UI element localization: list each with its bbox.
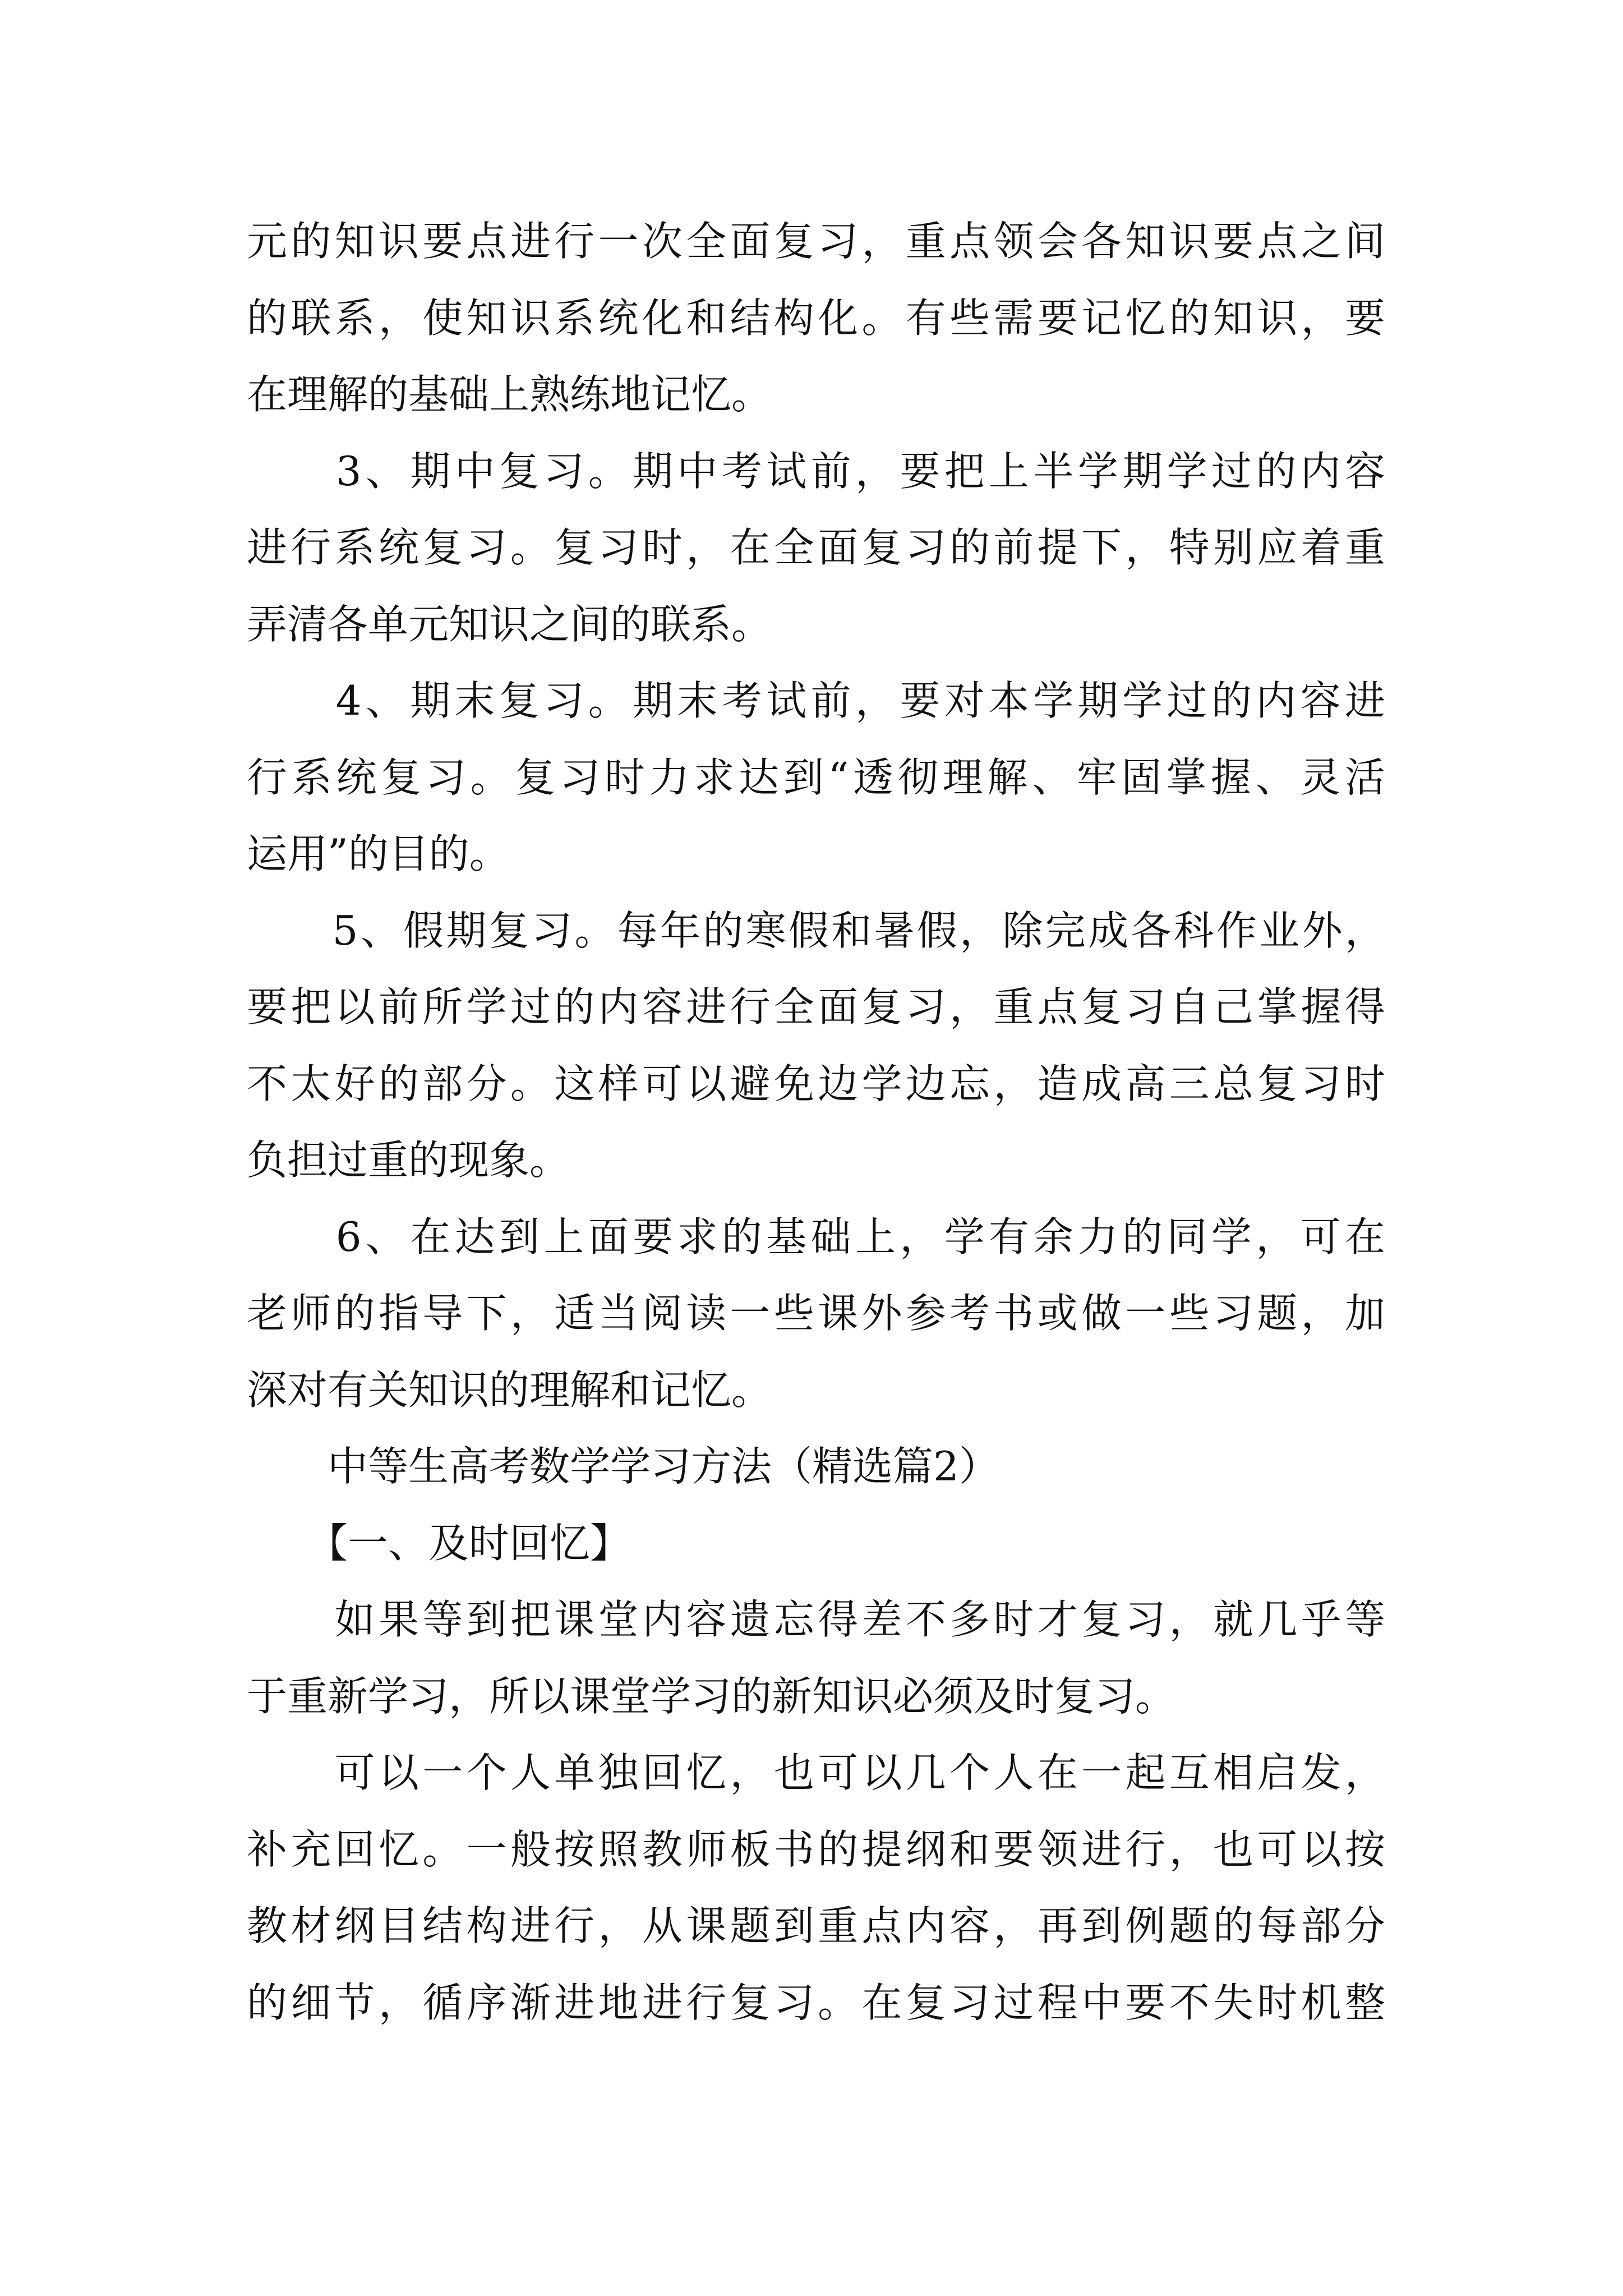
text-line: 弄清各单元知识之间的联系。 bbox=[247, 600, 772, 648]
section-heading: 中等生高考数学学习方法（精选篇2） bbox=[247, 1443, 999, 1490]
text-line: 4、期末复习。期末考试前，要对本学期学过的内容进 bbox=[247, 677, 1385, 724]
text-line: 教材纲目结构进行，从课题到重点内容，再到例题的每部分 bbox=[247, 1902, 1385, 1949]
text-line: 在理解的基础上熟练地记忆。 bbox=[247, 371, 772, 418]
text-line: 元的知识要点进行一次全面复习，重点领会各知识要点之间 bbox=[247, 218, 1385, 265]
text-line: 的细节，循序渐进地进行复习。在复习过程中要不失时机整 bbox=[247, 1978, 1385, 2026]
text-line: 行系统复习。复习时力求达到“透彻理解、牢固掌握、灵活 bbox=[247, 753, 1385, 801]
text-line: 可以一个人单独回忆，也可以几个人在一起互相启发， bbox=[247, 1749, 1385, 1796]
text-line: 进行系统复习。复习时，在全面复习的前提下，特别应着重 bbox=[247, 524, 1385, 571]
text-line: 的联系，使知识系统化和结构化。有些需要记忆的知识，要 bbox=[247, 294, 1385, 342]
body-text bbox=[247, 203, 1385, 2041]
subsection-heading: 【一、及时回忆】 bbox=[247, 1519, 631, 1567]
text-line: 5、假期复习。每年的寒假和暑假，除完成各科作业外， bbox=[247, 907, 1385, 954]
text-line: 6、在达到上面要求的基础上，学有余力的同学，可在 bbox=[247, 1213, 1385, 1260]
text-line: 老师的指导下，适当阅读一些课外参考书或做一些习题，加 bbox=[247, 1290, 1385, 1337]
text-line: 要把以前所学过的内容进行全面复习，重点复习自己掌握得 bbox=[247, 983, 1385, 1030]
text-line: 于重新学习，所以课堂学习的新知识必须及时复习。 bbox=[247, 1672, 1176, 1720]
text-line: 负担过重的现象。 bbox=[247, 1137, 570, 1184]
text-line: 如果等到把课堂内容遗忘得差不多时才复习，就几乎等 bbox=[247, 1596, 1385, 1643]
text-line: 3、期中复习。期中考试前，要把上半学期学过的内容 bbox=[247, 447, 1385, 495]
text-line: 不太好的部分。这样可以避免边学边忘，造成高三总复习时 bbox=[247, 1060, 1385, 1107]
text-line: 补充回忆。一般按照教师板书的提纲和要领进行，也可以按 bbox=[247, 1825, 1385, 1873]
text-line: 运用”的目的。 bbox=[247, 830, 510, 877]
text-line: 深对有关知识的理解和记忆。 bbox=[247, 1366, 772, 1414]
